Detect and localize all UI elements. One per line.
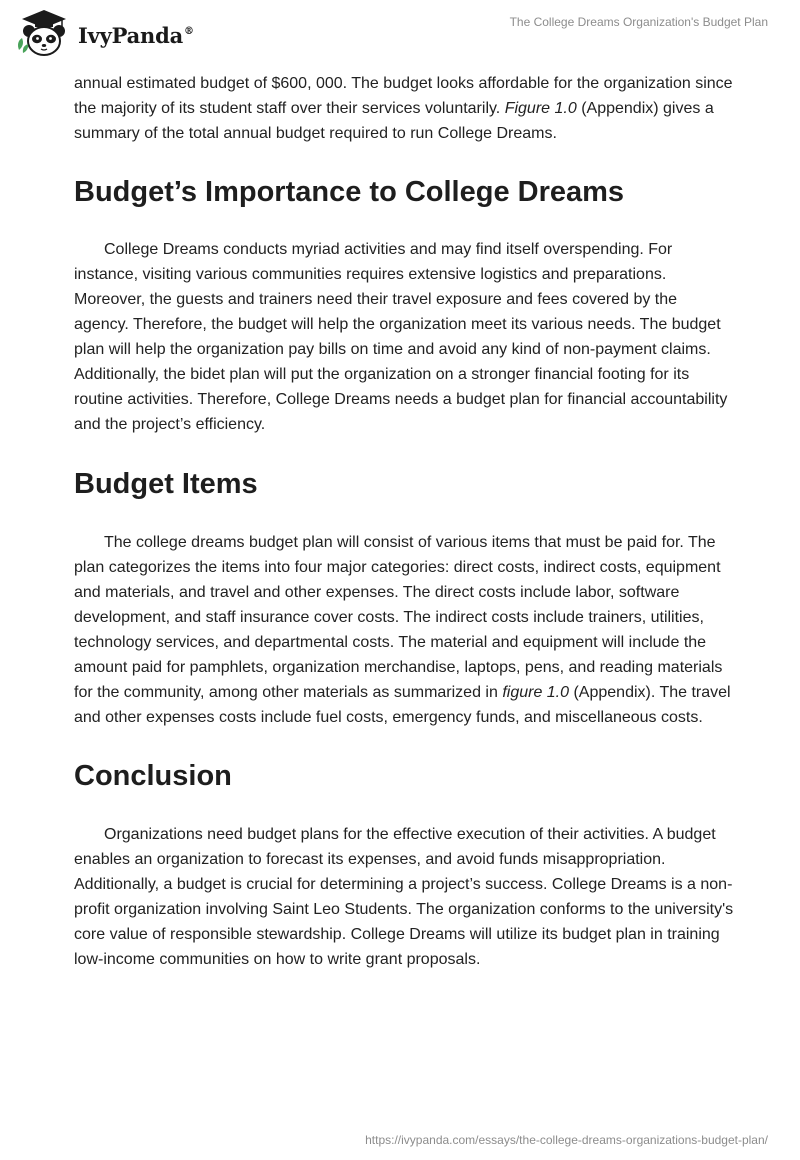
budget-items-figure-ref: figure 1.0 [502, 684, 570, 701]
document-title: The College Dreams Organization's Budget Plan [509, 15, 768, 29]
ivypanda-logo[interactable] [14, 8, 194, 58]
page-header [0, 0, 800, 70]
budget-items-paragraph [74, 530, 734, 730]
importance-paragraph: College Dreams conducts myriad activities and may find itself overspending. For instance, visiting various communities requires extensive logistics and preparations. Moreover, the guests and trainers need their travel exposure and fees covered by the agency. Therefore, the budget will help the organization meet its various needs. The budget plan will help the organization pay bills on time and avoid any kind of non-payment claims. Additionally, the bidet plan will put the organization on a stronger financial footing for its routine activities. Therefore, College Dreams needs a budget plan for financial accountability and the project’s efficiency. [74, 241, 728, 433]
budget-items-text-1: The college dreams budget plan will consist of various items that must be paid for. The plan categorizes the items into four major categories: direct costs, indirect costs, equipment and materials, and travel and other expenses. The direct costs include labor, software development, and staff insurance cover costs. The indirect costs include trainers, utilities, technology services, and departmental costs. The material and equipment will include the amount paid for pamphlets, organization merchandise, laptops, pens, and reading materials for the community, among other materials as summarized in [74, 534, 723, 701]
budget-items-text-2: (Appendix). The travel and other expenses costs include fuel costs, emergency funds, and miscellaneous costs. [74, 684, 731, 726]
heading-budget-importance: Budget’s Importance to College Dreams [74, 176, 625, 208]
conclusion-paragraph: Organizations need budget plans for the effective execution of their activities. A budget enables an organization to forecast its expenses, and avoid funds misappropriation. Additionally, a budget is crucial for determining a project’s success. College Dreams is a non-profit organization involving Saint Leo Students. The organization conforms to the university's core value of responsible stewardship. College Dreams will utilize its budget plan in training low-income communities on how to write grant proposals. [74, 826, 734, 968]
intro-text-1: annual estimated budget of $600, 000. The budget looks affordable for the organization since the majority of its student staff over their services voluntarily. [74, 75, 733, 117]
panda-graduate-icon [14, 8, 74, 58]
intro-figure-ref: Figure 1.0 [504, 100, 577, 117]
registered-mark: ® [184, 25, 194, 37]
essay-content [74, 71, 734, 972]
logo-name: IvyPanda [78, 22, 184, 48]
heading-conclusion: Conclusion [74, 760, 232, 792]
logo-text [78, 23, 194, 48]
source-url[interactable]: https://ivypanda.com/essays/the-college-dreams-organizations-budget-plan/ [365, 1133, 768, 1147]
intro-paragraph [74, 71, 734, 146]
heading-budget-items: Budget Items [74, 468, 258, 500]
intro-text-2: (Appendix) gives a summary of the total annual budget required to run College Dreams. [74, 100, 714, 142]
